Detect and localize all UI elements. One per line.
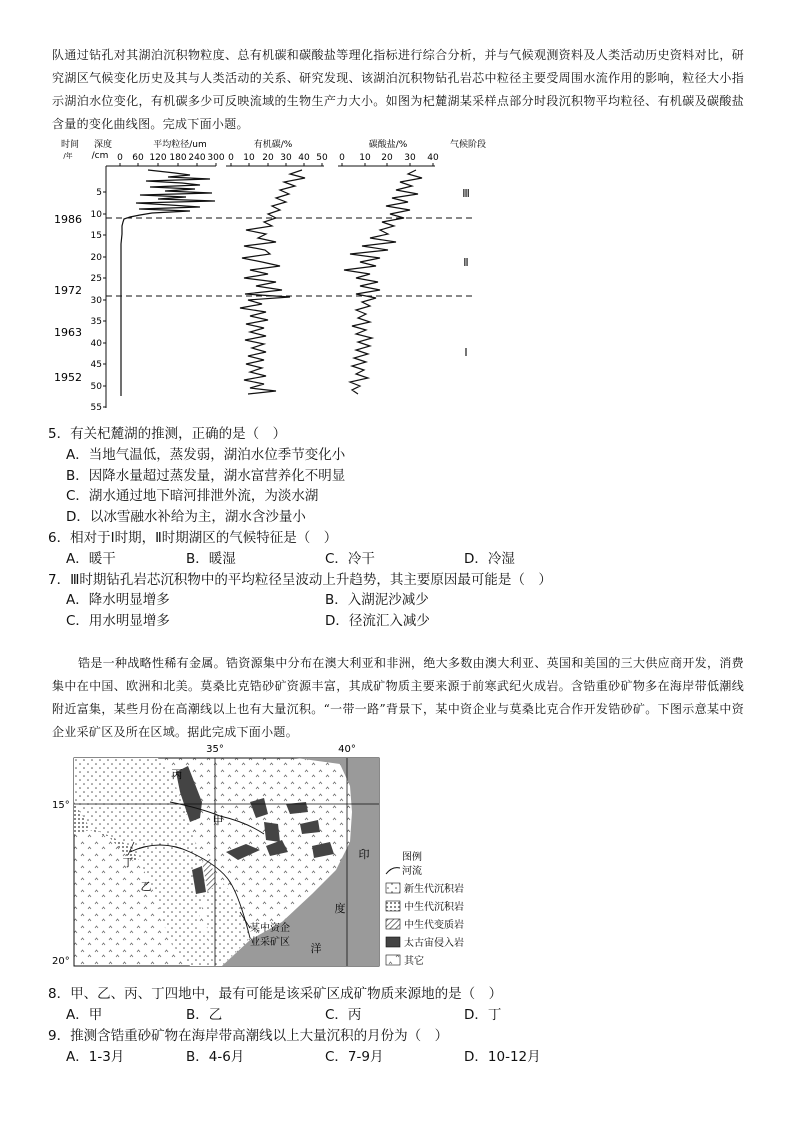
label-yi: 乙 (140, 880, 152, 893)
latitude-15: 15° (52, 800, 70, 811)
legend-river: 河流 (402, 866, 422, 877)
p2-tick: 20 (262, 153, 274, 163)
carbonate-curve (344, 170, 422, 394)
p2-tick: 10 (243, 153, 255, 163)
q6-option-a[interactable]: A．暖干 (66, 551, 116, 567)
q9-option-d[interactable]: D．10-12月 (464, 1049, 541, 1065)
p3-tick: 10 (359, 153, 371, 163)
legend-title: 图例 (402, 852, 422, 863)
label-ding: 丁 (122, 856, 134, 869)
q8-option-b[interactable]: B．乙 (186, 1007, 223, 1023)
p2-tick: 0 (228, 153, 234, 163)
q7-option-d[interactable]: D．径流汇入减少 (325, 613, 430, 629)
p3-tick: 20 (381, 153, 393, 163)
legend-archean: 太古宙侵入岩 (404, 938, 464, 949)
p1-tick: 120 (149, 153, 167, 163)
q8-option-c[interactable]: C．丙 (325, 1007, 362, 1023)
depth-unit: /cm (91, 151, 109, 161)
question-8-stem: 8．甲、乙、丙、丁四地中，最有可能是该采矿区成矿物质来源地的是（ ） (48, 986, 503, 1002)
q9-option-b[interactable]: B．4-6月 (186, 1049, 245, 1065)
q6-option-b[interactable]: B．暖湿 (186, 551, 236, 567)
year-label: 1972 (54, 284, 82, 297)
q5-option-b[interactable]: B．因降水量超过蒸发量，湖水富营养化不明显 (66, 468, 346, 484)
ocean-label-yin: 印 (358, 848, 370, 861)
question-6-stem: 6．相对于Ⅰ时期，Ⅱ时期湖区的气候特征是（ ） (48, 530, 338, 546)
q8-option-a[interactable]: A．甲 (66, 1007, 103, 1023)
depth-tick: 10 (90, 210, 102, 220)
p3-tick: 40 (427, 153, 439, 163)
q7-option-c[interactable]: C．用水明显增多 (66, 613, 170, 629)
year-label: 1963 (54, 326, 82, 339)
depth-tick: 45 (90, 360, 102, 370)
carbonate-title: 碳酸盐/% (368, 140, 408, 150)
depth-tick: 50 (90, 382, 102, 392)
question-9-stem: 9．推测含锆重砂矿物在海岸带高潮线以上大量沉积的月份为（ ） (48, 1028, 449, 1044)
legend-river-swatch (386, 868, 400, 874)
passage-2: 锆是一种战略性稀有金属。锆资源集中分布在澳大利亚和非洲，绝大多数由澳大利亚、英国和美国的三大供应商开发，消费集中在中国、欧洲和北美。莫桑比克锆砂矿资源丰富，其成矿物质主要来源于前寒武纪火成岩。含锆重砂矿物多在海岸带低潮线附近富集，某些月份在高潮线以上也有大量沉积。“一带一路”背景下，某中资企业与莫桑比克合作开发锆砂矿。下图示意某中资企业采矿区及所在区域。据此完成下面小题。 (52, 656, 744, 739)
p2-tick: 30 (280, 153, 292, 163)
grain-size-title: 平均粒径/um (153, 140, 207, 150)
q9-option-c[interactable]: C．7-9月 (325, 1049, 384, 1065)
stage-label: Ⅲ (462, 187, 470, 200)
p2-tick: 40 (298, 153, 310, 163)
legend-other: 其它 (404, 956, 424, 967)
longitude-40: 40° (338, 744, 356, 755)
organic-carbon-curve (240, 170, 305, 394)
stage-label: Ⅰ (464, 346, 468, 359)
depth-tick: 35 (90, 317, 102, 327)
p3-tick: 30 (404, 153, 416, 163)
depth-tick: 40 (90, 339, 102, 349)
mine-label-line2: 业采矿区 (250, 937, 290, 948)
year-label: 1952 (54, 371, 82, 384)
p1-tick: 60 (132, 153, 144, 163)
q6-option-d[interactable]: D．冷湿 (464, 551, 515, 567)
longitude-35: 35° (206, 744, 224, 755)
p2-tick: 50 (316, 153, 328, 163)
latitude-20: 20° (52, 956, 70, 967)
stage-label: Ⅱ (463, 256, 469, 269)
ocean-label-du: 度 (334, 902, 346, 915)
passage-1: 队通过钻孔对其湖泊沉积物粒度、总有机碳和碳酸盐等理化指标进行综合分析，并与气候观测资料及人类活动历史资料对比，研究湖区气候变化历史及其与人类活动的关系、研究发现、该湖泊沉积物钻孔岩芯中粒径主要受周围水流作用的影响，粒径大小指示湖泊水位变化，有机碳多少可反映流域的生物生产力大小。如图为杞麓湖某采样点部分时段沉积物平均粒径、有机碳及碳酸盐含量的变化曲线图。完成下面小题。 (52, 48, 744, 131)
mozambique-map (50, 742, 500, 978)
q6-option-c[interactable]: C．冷干 (325, 551, 375, 567)
organic-carbon-title: 有机碳/% (253, 140, 293, 150)
ocean-label-yang: 洋 (310, 942, 322, 955)
p1-tick: 180 (169, 153, 187, 163)
archean-intrusive-jia (264, 822, 280, 842)
p3-tick: 0 (339, 153, 345, 163)
p1-tick: 240 (188, 153, 206, 163)
year-label: 1986 (54, 213, 82, 226)
q8-option-d[interactable]: D．丁 (464, 1007, 502, 1023)
depth-header: 深度 (93, 140, 113, 150)
q7-option-a[interactable]: A．降水明显增多 (66, 592, 170, 608)
legend-mesozoic-sed: 中生代沉积岩 (404, 902, 464, 913)
question-5-stem: 5．有关杞麓湖的推测，正确的是（ ） (48, 426, 287, 442)
depth-tick: 30 (90, 296, 102, 306)
grain-size-curve (121, 170, 215, 396)
q5-option-a[interactable]: A．当地气温低，蒸发弱，湖泊水位季节变化小 (66, 447, 346, 463)
legend-other-swatch (386, 955, 400, 965)
p1-tick: 0 (117, 153, 123, 163)
mine-label-line1: 某中资企 (250, 923, 290, 934)
depth-tick: 55 (90, 403, 102, 413)
time-unit: /年 (63, 152, 73, 160)
legend-mesozoic-sed-swatch (386, 901, 400, 911)
stage-header: 气候阶段 (449, 140, 487, 150)
depth-tick: 15 (90, 231, 102, 241)
question-7-stem: 7．Ⅲ时期钻孔岩芯沉积物中的平均粒径呈波动上升趋势，其主要原因最可能是（ ） (48, 572, 552, 588)
legend-cenozoic-swatch (386, 883, 400, 893)
depth-tick: 20 (90, 253, 102, 263)
label-bing: 丙 (171, 768, 183, 781)
label-jia: 甲 (212, 814, 224, 827)
depth-tick: 5 (96, 188, 102, 198)
sediment-profile-chart (40, 134, 510, 414)
q7-option-b[interactable]: B．入湖泥沙减少 (325, 592, 429, 608)
p1-tick: 300 (207, 153, 225, 163)
q5-option-c[interactable]: C．湖水通过地下暗河排泄外流，为淡水湖 (66, 488, 319, 504)
legend-mesozoic-meta-swatch (386, 919, 400, 929)
legend-cenozoic: 新生代沉积岩 (404, 884, 464, 895)
q9-option-a[interactable]: A．1-3月 (66, 1049, 125, 1065)
depth-tick: 25 (90, 274, 102, 284)
legend-mesozoic-meta: 中生代变质岩 (404, 920, 464, 931)
q5-option-d[interactable]: D．以冰雪融水补给为主，湖水含沙量小 (66, 509, 306, 525)
time-header: 时间 (60, 140, 80, 150)
legend-archean-swatch (386, 937, 400, 947)
